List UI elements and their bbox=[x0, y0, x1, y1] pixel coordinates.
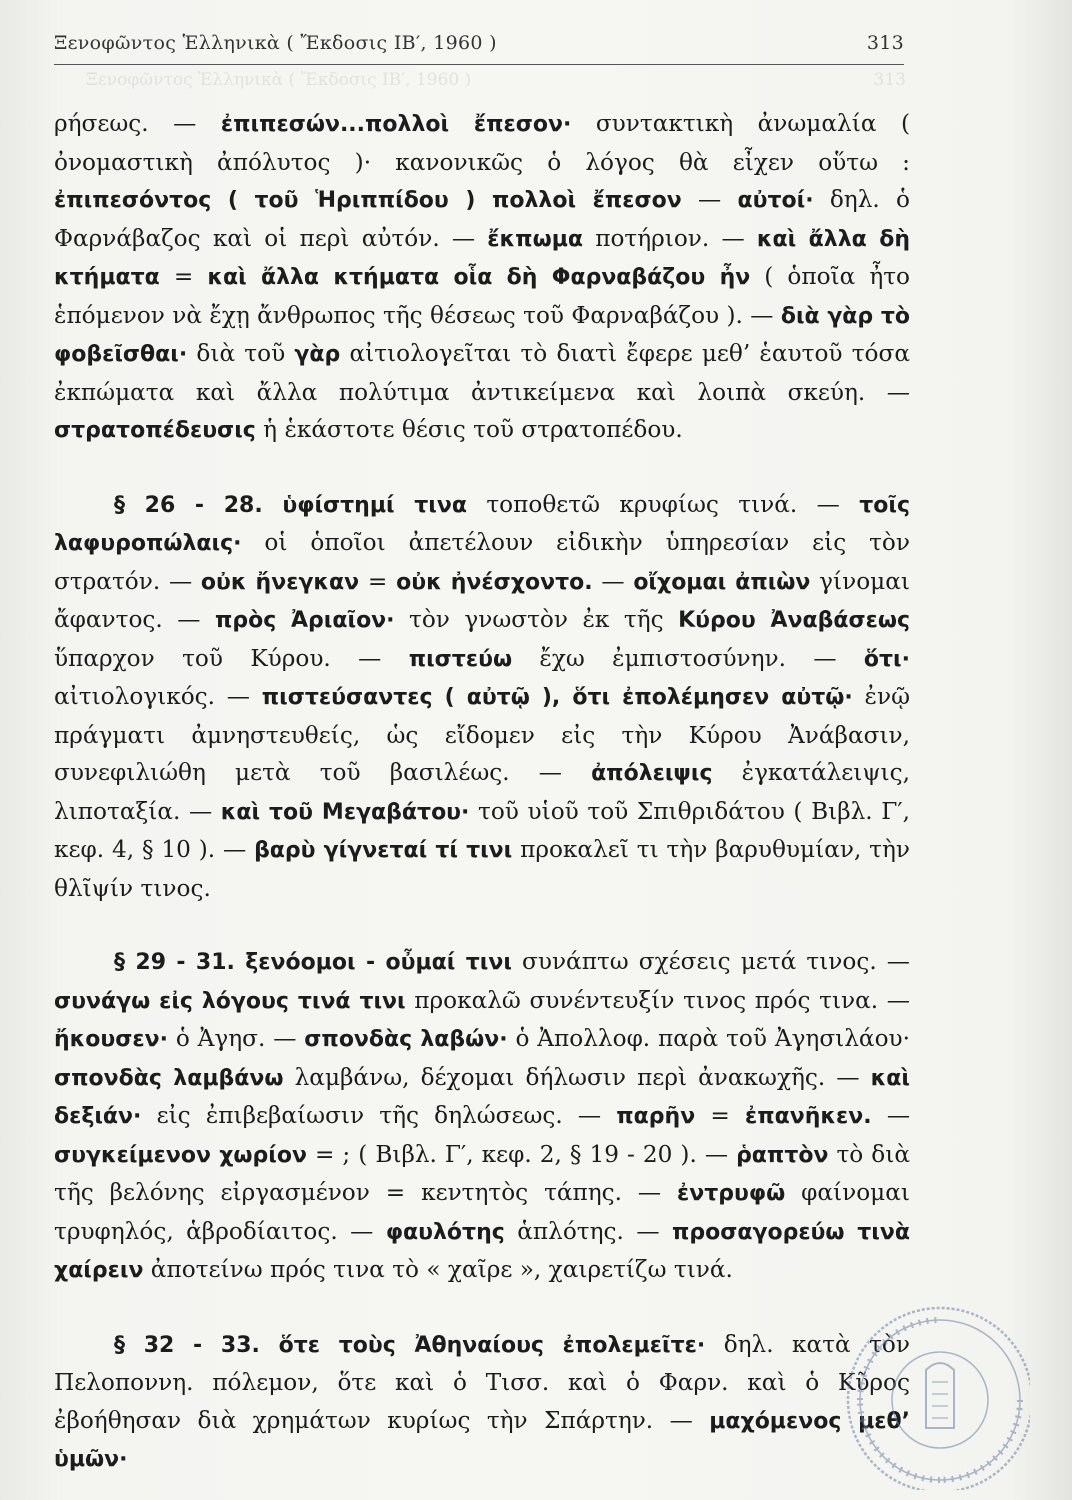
gloss-text: ποτήριον. — bbox=[583, 224, 757, 252]
gloss-text: — bbox=[681, 186, 738, 213]
lemma: παρῆν bbox=[616, 1104, 696, 1129]
gloss-text: εἰς ἐπιβεβαίωσιν τῆς δηλώσεως. — bbox=[141, 1102, 617, 1129]
lemma: ἐπιπεσόντος ( τοῦ Ἡριππίδου ) πολλοὶ ἔπεσον bbox=[54, 188, 682, 213]
gloss-text: ὁ Ἀγησ. — bbox=[168, 1025, 305, 1052]
gloss-text: = bbox=[695, 1102, 745, 1129]
gloss-text: αἰτιολογικός. — bbox=[54, 683, 262, 710]
gloss-text: — bbox=[592, 567, 634, 595]
lemma: ὅτε τοὺς Ἀθηναίους ἐπολεμεῖτε· bbox=[278, 1332, 706, 1358]
lemma: οὐκ ἠνέσχοντο. bbox=[396, 569, 593, 595]
lemma: ἀπόλειψις bbox=[591, 761, 713, 786]
lemma: μαχόμενος μεθ’ ὑμῶν· bbox=[54, 1408, 910, 1472]
gloss-text: ὕπαρχον τοῦ Κύρου. — bbox=[54, 644, 409, 672]
show-through-header bbox=[86, 70, 906, 90]
show-through-page-number: 313 bbox=[873, 70, 906, 90]
gloss-text: προκαλεῖ τι τὴν βαρυθυμίαν, τὴν θλῖψίν τινος. bbox=[54, 836, 910, 902]
gloss-text: δηλ. ὁ Φαρνάβαζος καὶ οἱ περὶ αὐτόν. — bbox=[54, 186, 911, 252]
gloss-text: τοῦ υἱοῦ τοῦ Σπιθριδάτου ( Βιβλ. Γ′, κεφ. 4, § 10 ). — bbox=[54, 797, 911, 863]
lemma: ὑφίστημί τινα bbox=[282, 492, 467, 518]
commentary-text bbox=[54, 105, 910, 1479]
gloss-text: οἱ ὁποῖοι ἀπετέλουν εἰδικὴν ὑπηρεσίαν εἰς τὸν στρατόν. — bbox=[54, 529, 910, 595]
section-paragraph bbox=[54, 943, 910, 1290]
lemma: στρατοπέδευσις bbox=[54, 418, 256, 443]
gloss-text: συντακτικὴ ἀνωμαλία ( ὀνομαστικὴ ἀπόλυτος )· κανονικῶς ὁ λόγος θὰ εἶχεν οὕτω : bbox=[54, 110, 911, 176]
gloss-text: = ; ( Βιβλ. Γ′, κεφ. 2, § 19 - 20 ). — bbox=[306, 1140, 737, 1168]
paragraph-gap bbox=[54, 907, 910, 943]
header-rule bbox=[54, 64, 904, 65]
gloss-text: διὰ τοῦ bbox=[187, 340, 295, 367]
gloss-text: = bbox=[159, 263, 208, 290]
lemma: ῥαπτὸν bbox=[736, 1142, 829, 1168]
running-title: Ξενοφῶντος Ἑλληνικὰ ( Ἔκδοσις ΙΒ′, 1960 ) bbox=[54, 32, 497, 54]
gloss-text: συνάπτω σχέσεις μετά τινος. — bbox=[511, 948, 910, 975]
gloss-text: — bbox=[871, 1102, 911, 1129]
gloss-text: προκαλῶ συνέντευξίν τινος πρός τινα. — bbox=[405, 986, 910, 1014]
lemma: § 32 - 33. bbox=[114, 1332, 279, 1358]
lemma: καὶ τοῦ Μεγαβάτου· bbox=[220, 799, 470, 825]
gloss-text: ἁπλότης. — bbox=[504, 1217, 672, 1245]
lemma: συγκείμενον χωρίον bbox=[54, 1142, 307, 1168]
gloss-text: γίνομαι ἄφαντος. — bbox=[54, 567, 911, 633]
lemma: διὰ γὰρ τὸ φοβεῖσθαι· bbox=[54, 303, 910, 367]
lemma: βαρὺ γίγνεταί τί τινι bbox=[254, 838, 513, 863]
lemma: ξενόομοι - οὖμαί τινι bbox=[245, 950, 512, 975]
gloss-text: ( ὁποῖα ἦτο ἑπόμενον νὰ ἔχῃ ἄνθρωπος τῆς θέσεως τοῦ Φαρναβάζου ). — bbox=[54, 263, 911, 329]
lemma: προσαγορεύω τινὰ χαίρειν bbox=[54, 1219, 910, 1283]
gloss-text: ἔχω ἐμπιστοσύνην. — bbox=[512, 644, 864, 672]
lemma: § 26 - 28. bbox=[114, 492, 283, 518]
lemma: οἴχομαι ἀπιὼν bbox=[633, 569, 811, 595]
lemma: ἤκουσεν· bbox=[54, 1027, 168, 1052]
gloss-text: ἐγκατάλειψις, λιποταξία. — bbox=[54, 759, 910, 825]
lemma: οὐκ ἤνεγκαν bbox=[200, 569, 360, 595]
gloss-text: τοποθετῶ κρυφίως τινά. — bbox=[466, 490, 860, 518]
lemma: Κύρου Ἀναβάσεως bbox=[678, 608, 910, 633]
lemma: πιστεύσαντες ( αὐτῷ ), ὅτι ἐπολέμησεν αὐτῷ· bbox=[261, 685, 853, 710]
gloss-text: δηλ. κατὰ τὸν Πελοποννη. πόλεμον, ὅτε καὶ ὁ Τισσ. καὶ ὁ Φαρν. καὶ ὁ Κῦρος ἐβοήθησαν διὰ χρημάτων κυρίως τὴν Σπάρτην. — bbox=[54, 1330, 910, 1434]
lemma: φαυλότης bbox=[385, 1219, 505, 1245]
lemma: ἐντρυφῶ bbox=[677, 1181, 786, 1206]
lemma: ἔκπωμα bbox=[487, 226, 583, 252]
gloss-text: αἰτιολογεῖται τὸ διατὶ ἔφερε μεθ’ ἑαυτοῦ τόσα ἐκπώματα καὶ ἄλλα πολύτιμα ἀντικείμενα καὶ λοιπὰ σκεύη. — bbox=[54, 340, 910, 406]
lemma: καὶ δεξιάν· bbox=[54, 1065, 910, 1129]
section-paragraph bbox=[54, 1326, 910, 1479]
section-paragraph bbox=[54, 486, 910, 908]
page-number: 313 bbox=[866, 32, 904, 54]
gloss-text: ἡ ἑκάστοτε θέσις τοῦ στρατοπέδου. bbox=[255, 416, 683, 443]
lemma: καὶ ἄλλα δὴ κτήματα bbox=[54, 226, 910, 290]
lemma: ἐπιπεσών...πολλοὶ ἔπεσον· bbox=[220, 112, 572, 137]
lemma: συνάγω εἰς λόγους τινά τινι bbox=[54, 988, 406, 1014]
gloss-text: ἀποτείνω πρός τινα τὸ « χαῖρε », χαιρετίζω τινά. bbox=[143, 1256, 733, 1283]
paragraph-gap bbox=[54, 1290, 910, 1326]
gloss-text: φαίνομαι τρυφηλός, ἁβροδίαιτος. — bbox=[54, 1179, 910, 1245]
gloss-text: ἐνῷ πράγματι ἀμνηστευθείς, ὡς εἴδομεν εἰς τὴν Κύρου Ἀνάβασιν, συνεφιλιώθη μετὰ τοῦ βασιλέως. — bbox=[54, 683, 910, 786]
gloss-text: = bbox=[359, 567, 397, 595]
library-seal-stamp-icon bbox=[830, 1290, 1030, 1490]
lemma: πιστεύω bbox=[408, 646, 513, 672]
lemma: σπονδὰς λαβών· bbox=[304, 1027, 508, 1052]
paragraph-gap bbox=[54, 450, 910, 486]
lemma: αὐτοί· bbox=[737, 188, 814, 213]
gloss-text: τὸν γνωστὸν ἐκ τῆς bbox=[394, 606, 679, 633]
gloss-text: ρήσεως. — bbox=[54, 110, 221, 137]
gloss-text: τὸ διὰ τῆς βελόνης εἰργασμένον = κεντητὸς τάπης. — bbox=[54, 1140, 910, 1206]
continuation-paragraph bbox=[54, 105, 910, 450]
lemma: τοῖς λαφυροπώλαις· bbox=[54, 492, 910, 556]
lemma: ἐπανῆκεν. bbox=[745, 1104, 872, 1129]
lemma: καὶ ἄλλα κτήματα οἷα δὴ Φαρναβάζου ἦν bbox=[207, 265, 751, 290]
lemma: § 29 - 31. bbox=[114, 950, 246, 975]
lemma: σπονδὰς λαμβάνω bbox=[54, 1065, 284, 1091]
lemma: γὰρ bbox=[294, 342, 341, 367]
show-through-title: Ξενοφῶντος Ἑλληνικὰ ( Ἔκδοσις ΙΒ′, 1960 ) bbox=[86, 70, 472, 90]
gloss-text: ὁ Ἀπολλοφ. παρὰ τοῦ Ἀγησιλάου· bbox=[507, 1025, 911, 1052]
lemma: ὅτι· bbox=[863, 646, 910, 672]
gloss-text: λαμβάνω, δέχομαι δήλωσιν περὶ ἀνακωχῆς. — bbox=[283, 1063, 871, 1091]
lemma: πρὸς Ἀριαῖον· bbox=[214, 608, 395, 633]
